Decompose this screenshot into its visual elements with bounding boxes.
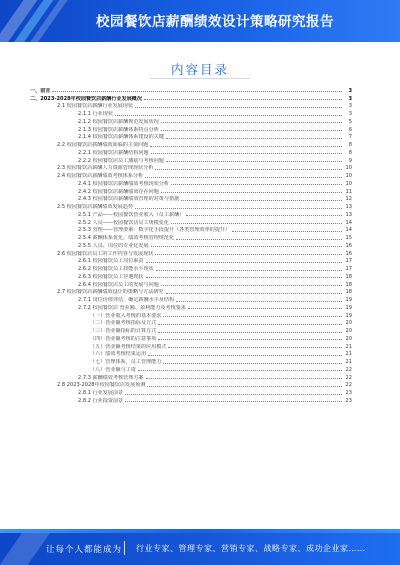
toc-entry[interactable] [30,133,352,141]
footer-decoration [0,533,50,565]
toc-leader-dots [147,386,342,387]
toc-leader-dots [125,394,342,395]
toc-leader-dots [151,246,342,247]
toc-entry-label: （三）营业额指标的计算方式 [90,328,157,334]
toc-entry-label: 2.5.4 薪酬体系优化、绩效考核管理规范化 [78,235,175,241]
toc-entry-page: 15 [345,235,352,241]
header-banner [0,0,400,42]
toc-entry-page: 19 [345,312,352,319]
toc-entry-page: 16 [345,242,352,249]
toc-leader-dots [161,130,342,131]
toc-entry-label: 一、前言 [30,87,51,94]
toc-entry-label: 2.5 校园餐饮店薪酬绩效发展趋势 [57,204,133,210]
toc-entry-page: 14 [345,227,352,234]
toc-entry[interactable] [30,249,352,257]
toc-entry-page: 20 [345,328,352,334]
toc-entry[interactable] [30,241,352,249]
toc-entry-label: 2.4.1 校园餐饮店薪酬绩效考核现状分析 [78,180,169,187]
toc-entry-label: 2.5.5 人员、岗位的专业化发展 [78,242,149,249]
toc-entry[interactable] [30,187,352,195]
toc-entry-page: 6 [348,126,352,133]
toc-entry-page: 17 [345,258,352,265]
toc-entry[interactable] [30,381,352,389]
toc-leader-dots [161,192,342,193]
toc-entry-page: 14 [345,219,352,226]
toc-leader-dots [125,401,342,402]
toc-entry-page: 10 [345,165,352,172]
toc-entry[interactable] [30,272,352,280]
toc-leader-dots [158,324,342,325]
toc-entry[interactable] [30,109,352,117]
toc-entry-label: 2.2.2 校园餐饮店员工激励与考核问题 [78,157,164,164]
toc-entry-page: 22 [345,374,352,381]
toc-leader-dots [161,122,342,123]
toc-leader-dots [186,215,342,216]
toc-entry[interactable] [30,86,352,94]
toc-leader-dots [176,239,342,240]
toc-entry-page: 8 [348,149,352,156]
toc-leader-dots [166,161,342,162]
toc-leader-dots [135,107,342,108]
toc-entry[interactable] [30,357,352,365]
toc-entry-page: 3 [348,95,352,102]
toc-entry[interactable] [30,303,352,311]
toc-entry-page: 10 [345,180,352,187]
toc-entry-label: 2.7 校园餐饮店薪酬绩效设计的策略与方法研究 [57,289,164,296]
toc-entry[interactable] [30,226,352,234]
toc-leader-dots [166,138,342,139]
toc-entry-page: 19 [345,304,352,311]
toc-entry-page: 13 [345,204,352,210]
toc-leader-dots [163,363,342,364]
toc-leader-dots [171,223,342,224]
toc-leader-dots [232,231,342,232]
toc-entry[interactable] [30,179,352,187]
toc-leader-dots [155,254,342,255]
toc-leader-dots [181,200,342,201]
toc-entry-label: 2.4.3 校园餐饮店薪酬绩效管理的对策与措施 [78,196,180,203]
toc-leader-dots [145,177,342,178]
toc-entry-page: 3 [348,111,352,117]
toc-divider [150,78,250,79]
toc-entry-page: 18 [345,281,352,288]
toc-entry-label: 2.7.1 岗位价值评估，确定薪酬水平及结构 [78,297,175,303]
toc-entry-page: 20 [345,335,352,342]
toc-entry[interactable] [30,195,352,203]
toc-entry-label: 2.7.2 校园餐饮店 营业额、盈利能力及考核要求 [78,304,186,311]
toc-leader-dots [115,115,342,116]
toc-entry[interactable] [30,319,352,327]
toc-entry-label: 2.5.3 管理——管理要素：数字化手段提升（各类管理效率的提升） [78,227,231,234]
toc-leader-dots [52,91,342,92]
toc-entry-page: 10 [345,173,352,179]
toc-entry-label: 2.2.1 校园餐饮店薪酬结构问题 [78,149,149,156]
toc-entry-page: 12 [345,196,352,203]
toc-entry-page: 21 [345,359,352,365]
toc-entry[interactable] [30,365,352,373]
toc-entry[interactable] [30,171,352,179]
toc-entry[interactable] [30,373,352,381]
toc-entry-label: （四）营业额考核的注意事项 [90,335,157,342]
toc-entry[interactable] [30,396,352,404]
toc-entry-label: 2.1.2 校园餐饮店薪酬规范发展状况 [78,118,159,125]
toc-entry-label: 2.2 校园餐饮店薪酬绩效面临的主要问题 [57,142,149,148]
table-of-contents [30,86,352,404]
toc-entry-label: 2.8.1 行业发展前景 [78,390,124,396]
toc-leader-dots [188,308,342,309]
toc-entry[interactable] [30,148,352,156]
toc-entry-label: （一）营业收入考核的基本要求 [90,312,162,319]
toc-entry-label: 2.6.2 校园餐饮员工技能水平现状 [78,266,154,272]
footer-banner [0,529,400,565]
toc-leader-dots [135,208,342,209]
toc-leader-dots [158,332,342,333]
footer-separator [124,541,125,555]
toc-entry-page: 8 [348,142,352,148]
toc-entry[interactable] [30,164,352,172]
toc-entry-label: 2.1 校园餐饮店薪酬行业发展现状 [57,103,133,110]
toc-entry-label: （七）管理体系，员工管理能力 [90,359,162,365]
toc-entry[interactable] [30,342,352,350]
toc-leader-dots [171,184,342,185]
toc-entry[interactable] [30,350,352,358]
toc-entry[interactable] [30,295,352,303]
toc-entry[interactable] [30,218,352,226]
toc-entry[interactable] [30,288,352,296]
toc-entry[interactable] [30,280,352,288]
toc-entry-label: 2.4.2 校园餐饮店薪酬绩效存在问题 [78,188,159,195]
toc-entry[interactable] [30,125,352,133]
toc-leader-dots [176,301,342,302]
toc-leader-dots [144,99,342,100]
toc-entry-page: 22 [345,366,352,373]
toc-entry-page: 18 [345,273,352,280]
toc-leader-dots [148,355,342,356]
toc-leader-dots [146,262,342,263]
toc-entry[interactable] [30,202,352,210]
toc-leader-dots [146,277,342,278]
toc-entry-label: 2.8.2 行业投资前景 [78,397,124,404]
footer-slogan-left: 让每个人都能成为 [46,545,123,555]
toc-leader-dots [158,339,342,340]
toc-leader-dots [166,293,342,294]
toc-entry[interactable] [30,311,352,319]
footer-slogan-right: 行业专家、管理专家、营销专家、战略专家、成功企业家…… [136,544,366,553]
toc-entry-label: 2.3 校园餐饮店薪酬人力资源管理现状分析 [57,165,154,172]
toc-entry-page: 19 [345,297,352,303]
toc-entry-page: 21 [345,343,352,350]
toc-entry-page: 9 [348,157,352,164]
toc-entry-page: 5 [348,118,352,125]
toc-leader-dots [168,347,342,348]
toc-entry-label: （二）营业额考核指标及方式 [90,320,157,327]
toc-entry-label: （六）绩效考核结果运用 [90,351,147,358]
report-title: 校园餐饮店薪酬绩效设计策略研究报告 [96,14,334,30]
toc-entry[interactable] [30,102,352,110]
toc-entry-label: 2.4 校园餐饮店薪酬绩效考核体系分析 [57,173,144,179]
toc-entry-label: （八）营业额与工资 [90,366,136,373]
toc-entry-label: 2.6 校园餐饮店员工的工作内容与发展现状 [57,250,154,257]
toc-entry[interactable] [30,326,352,334]
toc-entry-label: 2.1.4 校园餐饮店薪酬体系建设的关键 [78,134,164,141]
toc-title: 内容目录 [170,62,229,77]
toc-entry-label: 2.6.4 校园餐饮店员工的发展与问题 [78,281,159,288]
toc-entry-label: 2.6.3 校园餐饮员工待遇现状 [78,273,144,280]
toc-entry[interactable] [30,388,352,396]
toc-entry[interactable] [30,210,352,218]
toc-entry[interactable] [30,334,352,342]
toc-entry[interactable] [30,264,352,272]
toc-entry-page: 3 [348,103,352,110]
toc-entry-label: 2.1.3 校园餐饮店薪酬体系特点分析 [78,126,159,133]
toc-entry-label: 2.6.1 校园餐饮员工岗位职责 [78,258,144,265]
toc-leader-dots [138,370,342,371]
toc-entry-page: 16 [345,250,352,257]
toc-entry-page: 7 [348,134,352,141]
toc-entry[interactable] [30,156,352,164]
toc-entry-page: 21 [345,351,352,358]
toc-entry-page: 11 [345,188,352,195]
toc-entry[interactable] [30,140,352,148]
toc-entry-label: 二、2023-2028年校园餐饮店薪酬行业发展概况 [30,95,142,102]
toc-entry-label: 2.5.2 人员——校园餐饮店员工规模变化 [78,219,169,226]
toc-entry-label: 2.5.1 产品——校园餐饮营业收入（员工薪酬） [78,211,185,218]
toc-entry[interactable] [30,117,352,125]
toc-entry[interactable] [30,94,352,102]
toc-entry-label: （五）营业额考核结果的应用模式 [90,343,167,350]
toc-leader-dots [150,146,342,147]
toc-entry-page: 22 [345,382,352,389]
toc-leader-dots [155,169,342,170]
toc-entry[interactable] [30,257,352,265]
toc-entry-page: 23 [345,390,352,396]
toc-entry-label: 2.1.1 行业现状 [78,111,113,117]
footer-accent-strip [0,529,400,533]
toc-entry-page: 18 [345,289,352,296]
toc-entry-page: 20 [345,320,352,327]
toc-entry-label: 2.7.3 薪酬绩效考核管理方案 [78,374,144,381]
toc-entry-page: 13 [345,211,352,218]
toc-entry[interactable] [30,233,352,241]
toc-leader-dots [146,378,342,379]
toc-entry-page: 23 [345,397,352,404]
toc-leader-dots [161,285,342,286]
toc-entry-label: 2.8 2023-2028年校园餐饮店发展预测 [57,382,146,389]
toc-leader-dots [156,270,342,271]
toc-entry-page: 17 [345,266,352,272]
toc-entry-page: 3 [348,87,352,94]
toc-leader-dots [163,316,342,317]
toc-leader-dots [151,153,342,154]
